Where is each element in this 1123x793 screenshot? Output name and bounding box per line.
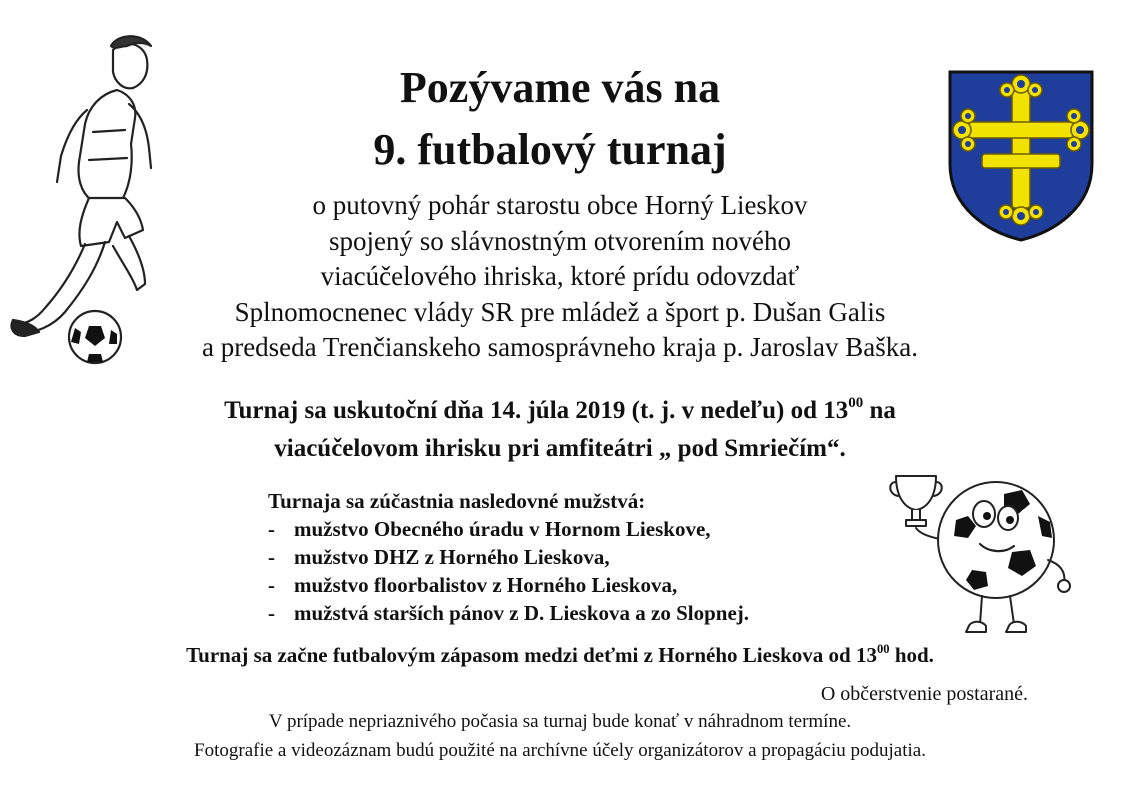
photo-notice: Fotografie a videozáznam budú použité na archívne účely organizátorov a propagáciu podujatia. [194, 740, 926, 761]
list-item: - mužstvo floorbalistov z Horného Lieskova, [268, 573, 678, 597]
list-item: - mužstvá starších pánov z D. Lieskova a zo Slopnej. [268, 601, 750, 625]
teams-heading: Turnaja sa zúčastnia nasledovné mužstvá: [268, 489, 646, 513]
page-subtitle: 9. futbalový turnaj [373, 125, 727, 174]
weather-note: V prípade nepriaznivého počasia sa turnaj bude konať v náhradnom termíne. [268, 711, 852, 732]
intro-line: Splnomocnenec vlády SR pre mládež a šport p. Dušan Galis [234, 296, 886, 327]
intro-line: viacúčelového ihriska, ktoré prídu odovzdať [320, 261, 800, 291]
refreshments-note: O občerstvenie postarané. [820, 683, 1028, 705]
start-note: Turnaj sa začne futbalovým zápasom medzi deťmi z Horného Lieskova od $13^{00}$ hod. [186, 641, 934, 667]
ball-mascot-with-trophy-illustration [888, 460, 1078, 650]
event-info [40, 392, 1080, 468]
list-item: - mužstvo DHZ z Horného Lieskova, [268, 545, 610, 569]
event-date-line: Turnaj sa uskutoční dňa 14. júla 2019 (t. j. v nedeľu) od $13^{00}$ na [224, 395, 896, 424]
intro-line: a predseda Trenčianskeho samosprávneho kraja p. Jaroslav Baška. [201, 332, 919, 362]
page-title: Pozývame vás na [399, 63, 721, 112]
time-superscript: 00 [848, 395, 864, 412]
event-place-line: viacúčelovom ihrisku pri amfiteátri „ pod Smriečím“. [274, 435, 846, 462]
time-superscript: 00 [876, 641, 890, 656]
intro-block [100, 188, 1020, 366]
teams-block [268, 487, 749, 627]
intro-line: o putovný pohár starostu obce Horný Lieskov [312, 190, 808, 220]
list-item: - mužstvo Obecného úradu v Hornom Lieskove, [268, 517, 711, 541]
intro-line: spojený so slávnostným otvorením nového [329, 225, 791, 256]
